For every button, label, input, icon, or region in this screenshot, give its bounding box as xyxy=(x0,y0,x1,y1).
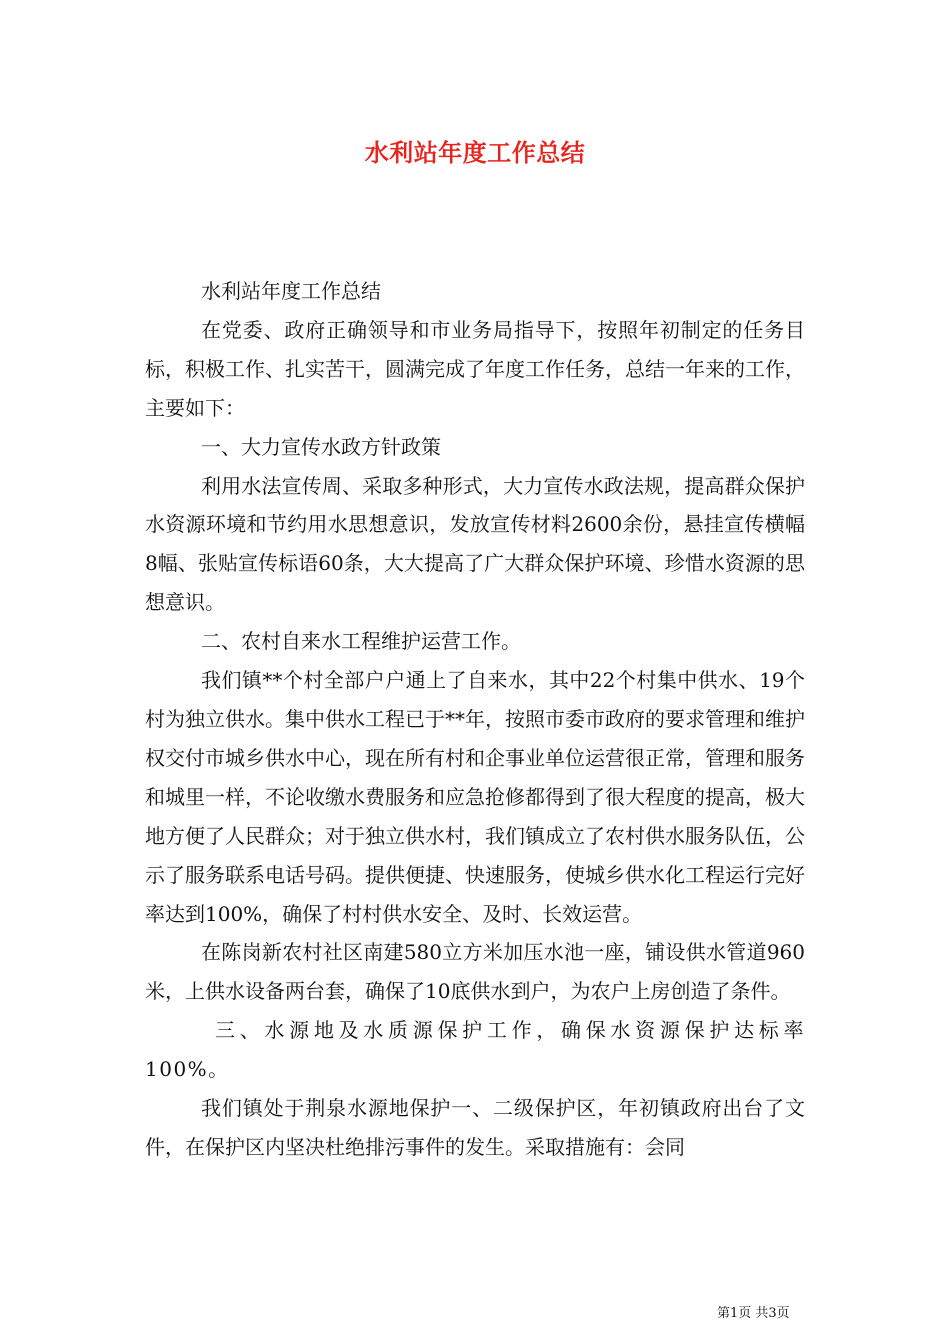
section-heading-2: 二、农村自来水工程维护运营工作。 xyxy=(201,629,521,654)
paragraph-water-source: 我们镇处于荆泉水源地保护一、二级保护区，年初镇政府出台了文件，在保护区内坚决杜绝排污事件的发生。采取措施有：会同 xyxy=(145,1096,805,1159)
paragraph-water-supply: 我们镇**个村全部户户通上了自来水，其中22个村集中供水、19个村为独立供水。集中供水工程已于**年，按照市委市政府的要求管理和维护权交付市城乡供水中心，现在所有村和企事业单位运营很正常，管理和服务和城里一样，不论收缴水费服务和应急抢修都得到了很大程度的提高，极大地方便了人民群众；对于独立供水村，我们镇成立了农村供水服务队伍，公示了服务联系电话号码。提供便捷、快速服务，使城乡供水化工程运行完好率达到100%，确保了村村供水安全、及时、长效运营。 xyxy=(145,668,805,926)
paragraph-intro: 在党委、政府正确领导和市业务局指导下，按照年初制定的任务目标，积极工作、扎实苦干，圆满完成了年度工作任务，总结一年来的工作，主要如下： xyxy=(145,317,805,420)
section-heading-1: 一、大力宣传水政方针政策 xyxy=(201,434,441,459)
paragraph-subtitle: 水利站年度工作总结 xyxy=(201,279,381,303)
document-title: 水利站年度工作总结 xyxy=(364,138,586,167)
document-body xyxy=(145,272,805,1167)
paragraph-publicity: 利用水法宣传周、采取多种形式，大力宣传水政法规，提高群众保护水资源环境和节约用水思想意识，发放宣传材料2600余份，悬挂宣传横幅8幅、张贴宣传标语60条，大大提高了广大群众保护环境、珍惜水资源的思想意识。 xyxy=(145,473,805,615)
section-heading-3: 三、水源地及水质源保护工作，确保水资源保护达标率100%。 xyxy=(145,1018,805,1082)
page-number-footer: 第1页 共3页 xyxy=(717,1306,790,1321)
paragraph-chengang: 在陈岗新农村社区南建580立方米加压水池一座，铺设供水管道960米，上供水设备两台套，确保了10底供水到户，为农户上房创造了条件。 xyxy=(145,940,805,1004)
